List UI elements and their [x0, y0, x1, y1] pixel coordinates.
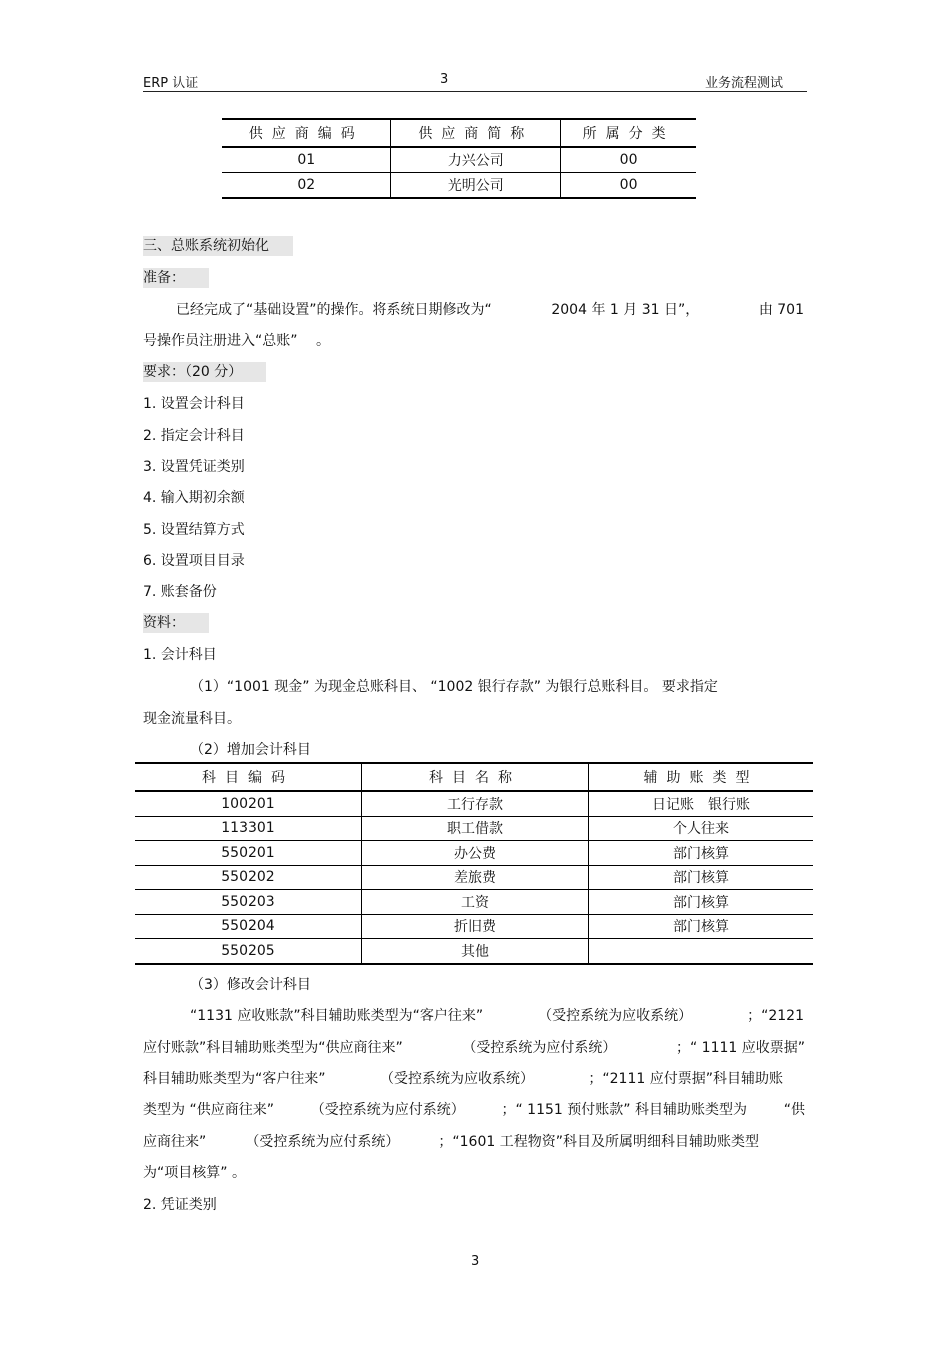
table-row — [135, 914, 813, 939]
table-cell: 01 — [222, 147, 391, 173]
sub2-title: （2）增加会计科目 — [190, 742, 311, 758]
table-cell: 办公费 — [362, 841, 589, 866]
table-cell: 100201 — [221, 795, 275, 812]
text-segment: （受控系统为应收系统） — [538, 1008, 693, 1024]
data-label: 资料： — [143, 613, 209, 633]
table-cell: 00 — [561, 173, 696, 199]
list-item: 5. 设置结算方式 — [143, 522, 245, 538]
text-segment: （受控系统为应付系统） — [245, 1134, 400, 1150]
paragraph-line-last: 为“项目核算” 。 — [143, 1165, 246, 1181]
sub1-line1: （1）“1001 现金” 为现金总账科目、 “1002 银行存款” 为银行总账科目。 要求指定 — [190, 679, 718, 695]
text-segment: 2004 年 1 月 31 日”， — [551, 302, 700, 318]
section-title: 三、总账系统初始化 — [143, 236, 293, 256]
text-segment: ；“ 1111 应收票据” — [675, 1040, 805, 1056]
table-cell: 550203 — [135, 890, 362, 915]
header-right: 业务流程测试 — [705, 76, 784, 91]
table-cell: 113301 — [135, 816, 362, 841]
paragraph-line — [143, 1131, 759, 1151]
table-row — [222, 173, 696, 199]
table-cell: 日记账 银行账 — [652, 796, 750, 813]
text-segment: ；“ 1151 预付账款” 科目辅助账类型为 — [501, 1102, 747, 1118]
prep-paragraph-line1 — [176, 299, 804, 319]
table-header-row — [222, 119, 696, 147]
text-segment: “1131 应收账款”科目辅助账类型为“客户往来” — [190, 1008, 484, 1024]
paragraph-line — [143, 1037, 805, 1057]
prep-paragraph-line2: 号操作员注册进入“总账” 。 — [143, 333, 330, 349]
table-cell: 02 — [222, 173, 391, 199]
list-item: 2. 指定会计科目 — [143, 428, 245, 444]
table-row — [222, 147, 696, 173]
text-segment: 由 701 — [758, 302, 804, 318]
table-cell: 工资 — [362, 890, 589, 915]
table-cell: 个人往来 — [589, 816, 814, 841]
item-2-title: 2. 凭证类别 — [143, 1197, 217, 1213]
text-segment: 已经完成了“基础设置”的操作。将系统日期修改为“ — [176, 302, 492, 318]
column-header: 科目编码 — [135, 763, 362, 791]
text-segment: 应付账款”科目辅助账类型为“供应商往来” — [143, 1040, 403, 1056]
text-segment: ；“1601 工程物资”科目及所属明细科目辅助账类型 — [438, 1134, 759, 1150]
table-cell: 550204 — [135, 914, 362, 939]
table-cell: 部门核算 — [589, 914, 814, 939]
column-header: 供应商简称 — [391, 119, 561, 147]
table-cell: 工行存款 — [362, 791, 589, 816]
text-segment: 类型为 “供应商往来” — [143, 1102, 274, 1118]
text-segment: ；“2121 — [747, 1008, 804, 1024]
paragraph-line — [190, 1005, 804, 1025]
column-header: 科目名称 — [362, 763, 589, 791]
header-rule — [143, 91, 807, 92]
text-segment: “供 — [783, 1102, 805, 1118]
text-segment: 应商往来” — [143, 1134, 207, 1150]
list-item: 4. 输入期初余额 — [143, 490, 245, 506]
column-header: 辅助账类型 — [589, 763, 814, 791]
text-segment: ；“2111 应付票据”科目辅助账 — [588, 1071, 783, 1087]
sub1-line2: 现金流量科目。 — [143, 711, 241, 727]
column-header: 所属分类 — [561, 119, 696, 147]
column-header: 供应商编码 — [222, 119, 391, 147]
footer-page-number: 3 — [471, 1254, 480, 1269]
text-segment: （受控系统为应付系统） — [310, 1102, 465, 1118]
list-item: 6. 设置项目目录 — [143, 553, 245, 569]
table-row — [135, 939, 813, 964]
table-cell: 550205 — [135, 939, 362, 964]
prep-label: 准备： — [143, 268, 209, 288]
table-cell — [589, 939, 814, 964]
sub3-title: （3）修改会计科目 — [190, 977, 311, 993]
table-cell: 部门核算 — [589, 890, 814, 915]
table-cell: 550202 — [135, 865, 362, 890]
list-item: 7. 账套备份 — [143, 584, 217, 600]
table-cell: 部门核算 — [589, 841, 814, 866]
table-cell: 折旧费 — [362, 914, 589, 939]
table-cell: 力兴公司 — [391, 147, 561, 173]
table-cell: 光明公司 — [391, 173, 561, 199]
list-item: 3. 设置凭证类别 — [143, 459, 245, 475]
table-header-row — [135, 763, 813, 791]
table-cell: 职工借款 — [362, 816, 589, 841]
requirements-label: 要求：（20 分） — [143, 362, 266, 382]
table-cell: 其他 — [362, 939, 589, 964]
table-row — [135, 791, 813, 816]
table-cell: 550201 — [135, 841, 362, 866]
table-row — [135, 890, 813, 915]
text-segment: （受控系统为应付系统） — [462, 1040, 617, 1056]
paragraph-line — [143, 1068, 783, 1088]
table-cell: 差旅费 — [362, 865, 589, 890]
text-segment: （受控系统为应收系统） — [379, 1071, 534, 1087]
header-page-number: 3 — [440, 72, 449, 87]
table-row — [135, 816, 813, 841]
supplier-table — [222, 118, 696, 199]
item-1-title: 1. 会计科目 — [143, 647, 217, 663]
paragraph-line — [143, 1099, 805, 1119]
account-table — [135, 762, 813, 965]
list-item: 1. 设置会计科目 — [143, 396, 245, 412]
table-cell: 00 — [561, 147, 696, 173]
text-segment: 科目辅助账类型为“客户往来” — [143, 1071, 326, 1087]
table-row — [135, 865, 813, 890]
header-left: ERP 认证 — [143, 76, 199, 91]
table-row — [135, 841, 813, 866]
table-cell: 部门核算 — [589, 865, 814, 890]
